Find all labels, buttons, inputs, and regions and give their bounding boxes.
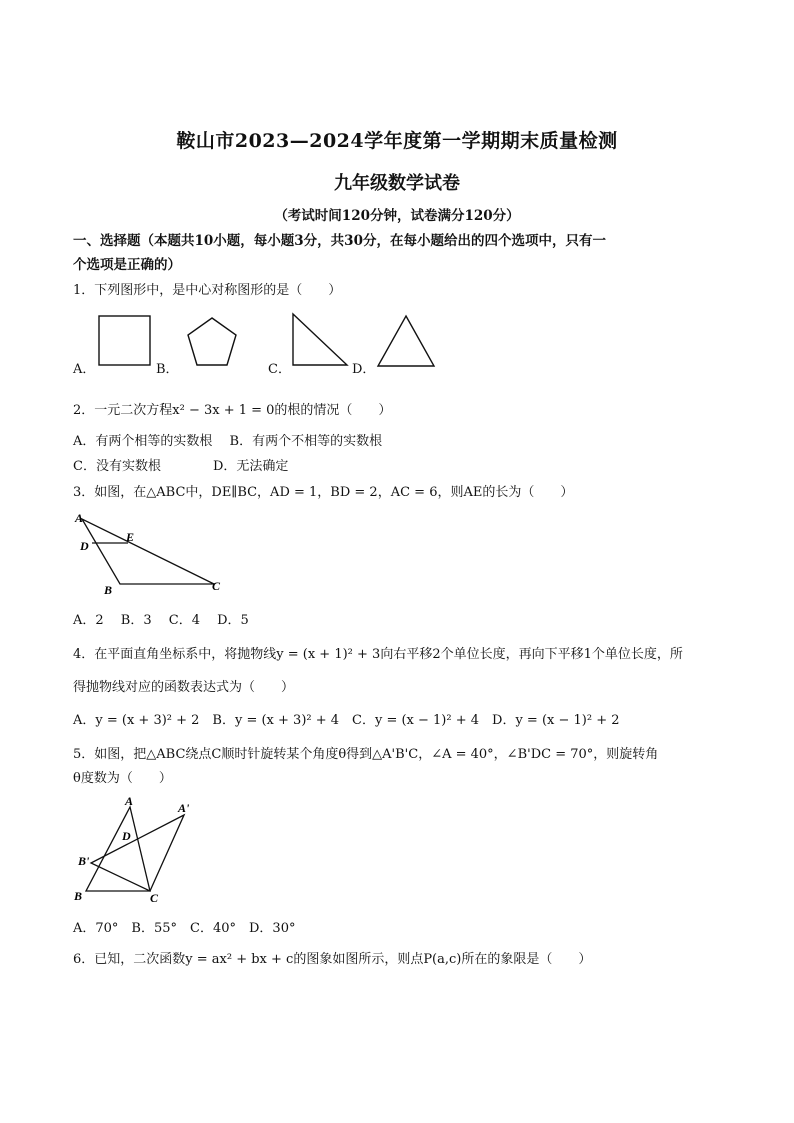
q5-stem-line2: θ度数为（ ） (73, 771, 172, 786)
q3-stem: 3．如图，在△ABC中，DE∥BC，AD = 1，BD = 2，AC = 6，则AE的长为（ ） (73, 485, 574, 500)
q1-option-a-label: A． (73, 362, 96, 377)
q3-label-c: C (212, 579, 221, 593)
q5-label-a: A (125, 794, 134, 808)
pentagon-figure (184, 315, 240, 369)
q3-label-a: A (75, 511, 84, 525)
q3-options: A．2 B．3 C．4 D．5 (73, 613, 249, 628)
q2-options-line1: A．有两个相等的实数根 B．有两个不相等的实数根 (73, 434, 383, 449)
exam-title: 鞍山市2023—2024学年度第一学期期末质量检测 (176, 130, 618, 152)
q1-option-b-label: B． (156, 362, 179, 377)
exam-subtitle: 九年级数学试卷 (334, 173, 460, 194)
equilateral-triangle-figure (374, 313, 438, 369)
q3-triangle-diagram (72, 506, 232, 596)
q5-options: A．70° B．55° C．40° D．30° (73, 921, 296, 936)
q5-label-b-prime: B' (78, 854, 90, 868)
q4-options: A．y = (x + 3)² + 2 B．y = (x + 3)² + 4 C．y = (x − 1)² + 4 D．y = (x − 1)² + 2 (73, 713, 620, 728)
exam-info: （考试时间120分钟，试卷满分120分） (274, 208, 520, 224)
q1-stem: 1．下列图形中，是中心对称图形的是（ ） (73, 283, 342, 298)
q2-options-line2: C．没有实数根 D．无法确定 (73, 459, 289, 474)
q1-option-c-label: C． (268, 362, 291, 377)
q2-stem: 2．一元二次方程x² − 3x + 1 = 0的根的情况（ ） (73, 403, 392, 418)
right-triangle-figure (288, 311, 352, 369)
q5-stem-line1: 5．如图，把△ABC绕点C顺时针旋转某个角度θ得到△A'B'C，∠A = 40°，∠B'DC = 70°，则旋转角 (73, 747, 659, 762)
q5-label-a-prime: A' (178, 801, 190, 815)
q5-label-c: C (150, 891, 159, 905)
q5-label-d: D (122, 829, 131, 843)
q3-label-b: B (104, 583, 113, 596)
q3-label-e: E (126, 530, 135, 544)
q5-rotation-diagram (72, 790, 202, 908)
section1-heading-line1: 一、选择题（本题共10小题，每小题3分，共30分，在每小题给出的四个选项中，只有一 (73, 233, 606, 249)
q1-option-d-label: D． (352, 362, 376, 377)
q6-stem: 6．已知，二次函数y = ax² + bx + c的图象如图所示，则点P(a,c)所在的象限是（ ） (73, 952, 592, 967)
q4-stem-line2: 得抛物线对应的函数表达式为（ ） (73, 680, 295, 695)
q3-label-d: D (80, 539, 89, 553)
q5-label-b: B (74, 889, 83, 903)
section1-heading-line2: 个选项是正确的） (73, 257, 181, 273)
square-figure (96, 313, 154, 368)
q4-stem-line1: 4．在平面直角坐标系中，将抛物线y = (x + 1)² + 3向右平移2个单位长度，再向下平移1个单位长度，所 (73, 647, 683, 662)
